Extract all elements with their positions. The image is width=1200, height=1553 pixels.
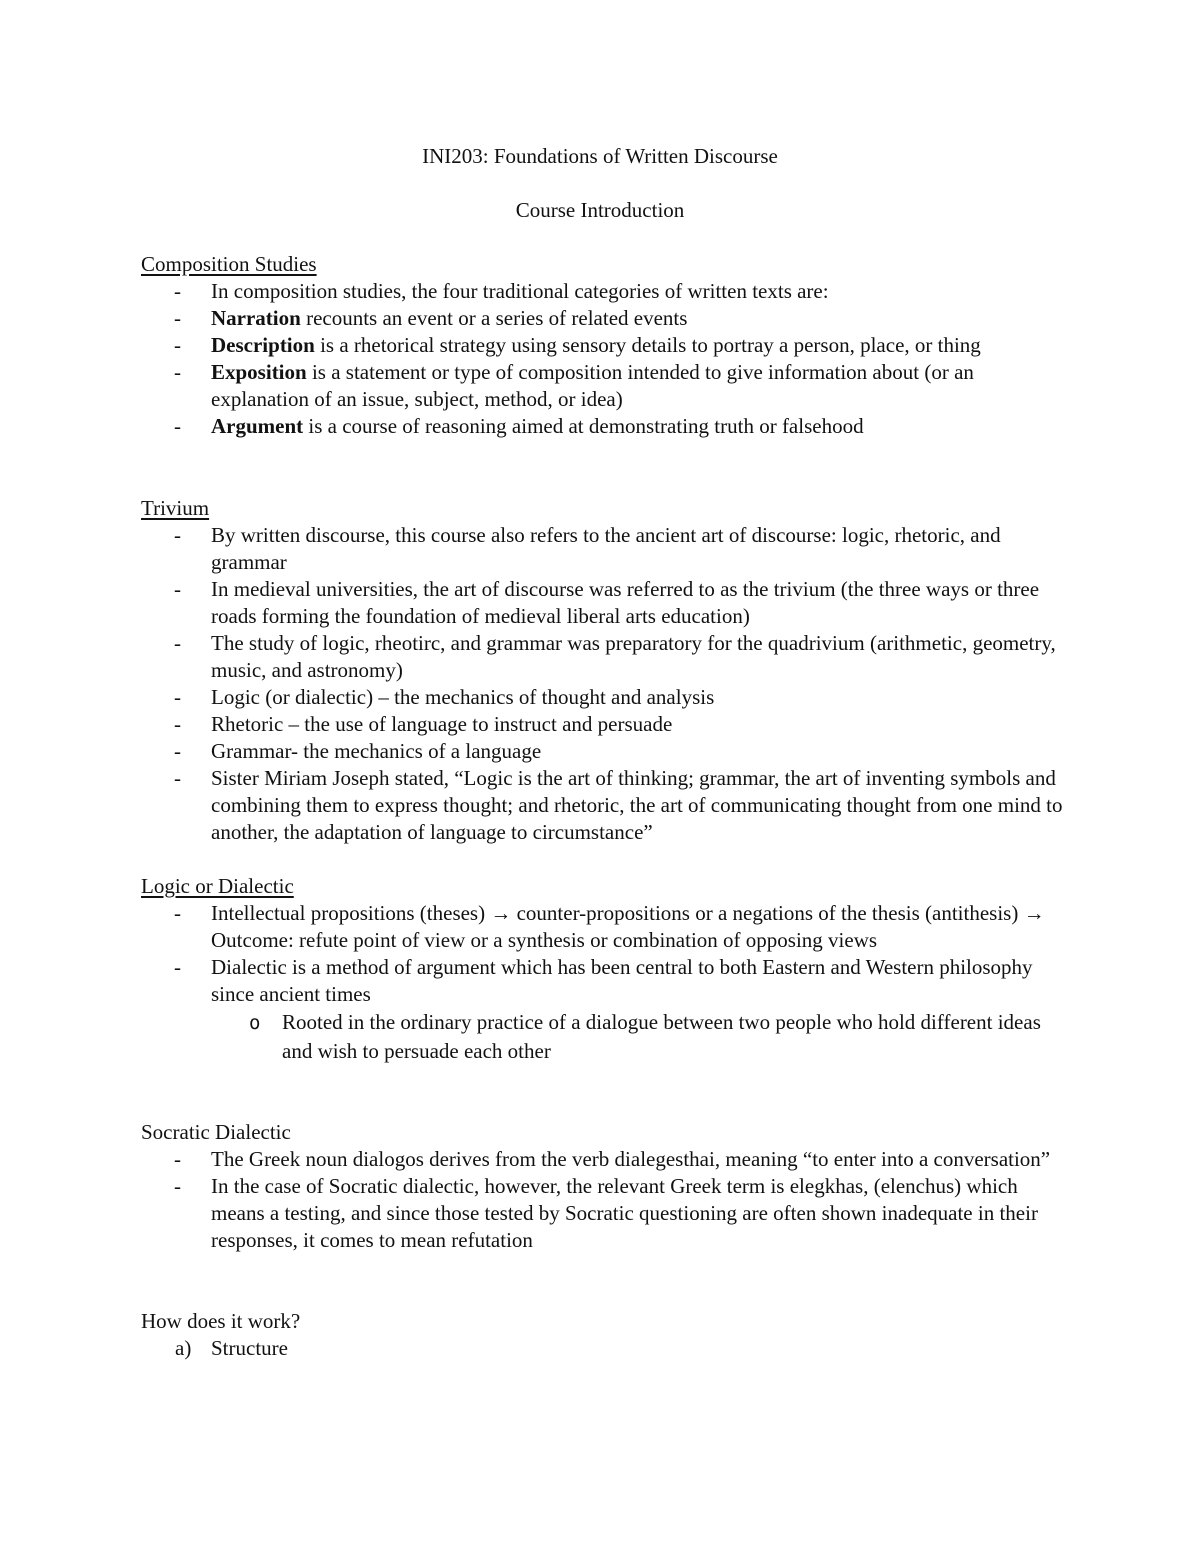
list-item: a) Structure <box>175 1336 288 1360</box>
section-heading-trivium: Trivium <box>141 496 210 520</box>
term-description: Description <box>211 333 315 357</box>
dash-marker: - <box>174 414 181 438</box>
list-item: - Argument is a course of reasoning aimed at demonstrating truth or falsehood <box>174 414 864 438</box>
term-exposition: Exposition <box>211 360 307 384</box>
composition-studies-list <box>141 278 1071 440</box>
document-subtitle: Course Introduction <box>515 198 685 222</box>
dash-marker: - <box>174 631 181 655</box>
list-item: - Description is a rhetorical strategy using sensory details to portray a person, place, or thing <box>174 333 981 357</box>
list-item: - In composition studies, the four traditional categories of written texts are: <box>174 279 829 303</box>
socratic-dialectic-list <box>141 1146 1071 1254</box>
list-item: - In medieval universities, the art of discourse was referred to as the trivium (the three ways or three roads forming the foundation of medieval liberal arts education) <box>174 577 1040 628</box>
list-item: - Grammar- the mechanics of a language <box>174 739 542 763</box>
list-item: - The Greek noun dialogos derives from the verb dialegesthai, meaning “to enter into a conversation” <box>174 1147 1051 1171</box>
dash-marker: - <box>174 1147 181 1171</box>
list-item: - Exposition is a statement or type of composition intended to give information about (or an explanation of an issue, subject, method, or idea) <box>174 360 974 411</box>
dash-marker: - <box>174 306 181 330</box>
logic-dialectic-list <box>141 900 1071 1066</box>
list-item: - Sister Miriam Joseph stated, “Logic is the art of thinking; grammar, the art of inventing symbols and combining them to express thought; and rhetoric, the art of communicating thought from one mind to another, the adaptation of language to circumstance” <box>174 766 1063 844</box>
how-it-works-list <box>141 1335 1071 1362</box>
list-item: - Dialectic is a method of argument which has been central to both Eastern and Western philosophy since ancient times <box>174 955 1033 1006</box>
list-item: - The study of logic, rheotirc, and grammar was preparatory for the quadrivium (arithmetic, geometry, music, and astronomy) <box>174 631 1056 682</box>
section-heading-socratic-dialectic: Socratic Dialectic <box>141 1120 291 1144</box>
dash-marker: - <box>174 333 181 357</box>
dash-marker: - <box>174 360 181 384</box>
dash-marker: - <box>174 766 181 790</box>
dash-marker: - <box>174 901 181 925</box>
list-item: - Intellectual propositions (theses) → counter-propositions or a negations of the thesis (antithesis) → Outcome: refute point of view or a synthesis or combination of opposing views <box>174 901 1045 952</box>
dash-marker: - <box>174 523 181 547</box>
section-heading-how-does-it-work: How does it work? <box>141 1309 301 1333</box>
list-item: - Logic (or dialectic) – the mechanics of thought and analysis <box>174 685 715 709</box>
circle-bullet-marker: o <box>249 1012 261 1034</box>
alpha-marker: a) <box>175 1336 192 1360</box>
term-narration: Narration <box>211 306 301 330</box>
document-title: INI203: Foundations of Written Discourse <box>422 144 778 168</box>
list-item: - By written discourse, this course also refers to the ancient art of discourse: logic, rhetoric, and grammar <box>174 523 1001 574</box>
dash-marker: - <box>174 577 181 601</box>
list-item: - In the case of Socratic dialectic, however, the relevant Greek term is elegkhas, (elenchus) which means a testing, and since those tested by Socratic questioning are often shown inadequate in their responses, it comes to mean refutation <box>174 1174 1038 1252</box>
list-item: - Narration recounts an event or a series of related events <box>174 306 688 330</box>
sub-list-item: o Rooted in the ordinary practice of a dialogue between two people who hold different ideas and wish to persuade each other <box>249 1010 1041 1063</box>
dash-marker: - <box>174 712 181 736</box>
trivium-list <box>141 522 1071 846</box>
term-argument: Argument <box>211 414 304 438</box>
dash-marker: - <box>174 1174 181 1198</box>
section-heading-composition-studies: Composition Studies <box>141 252 317 276</box>
list-item: - Rhetoric – the use of language to instruct and persuade <box>174 712 673 736</box>
dash-marker: - <box>174 685 181 709</box>
dash-marker: - <box>174 955 181 979</box>
dash-marker: - <box>174 739 181 763</box>
dash-marker: - <box>174 279 181 303</box>
section-heading-logic-or-dialectic: Logic or Dialectic <box>141 874 294 898</box>
